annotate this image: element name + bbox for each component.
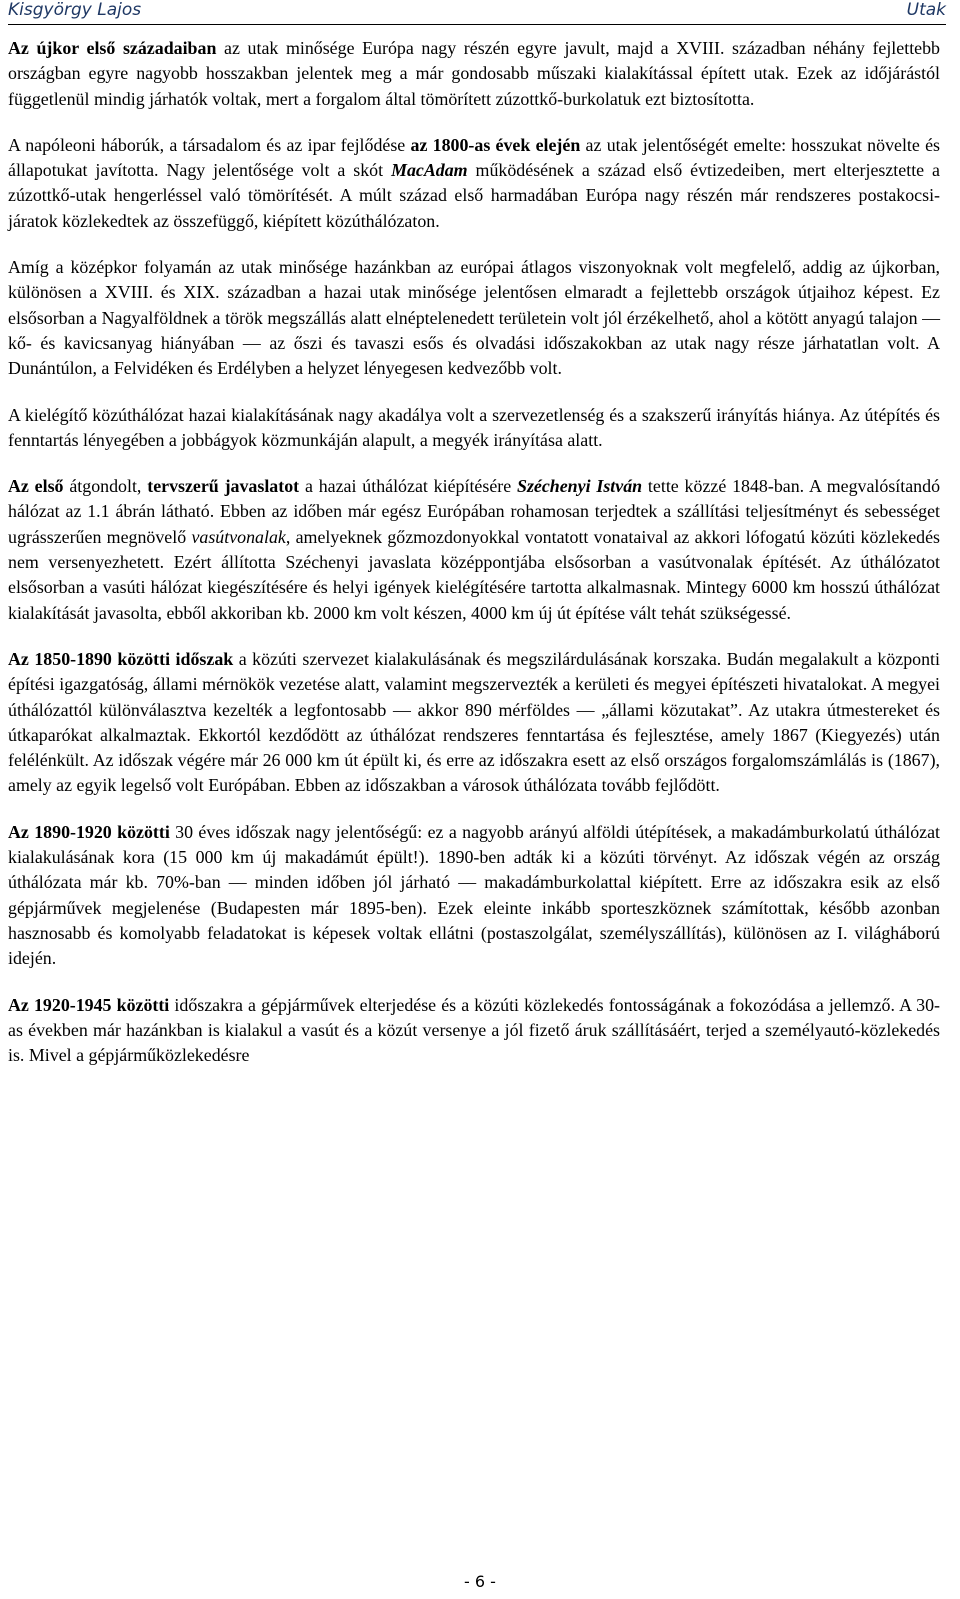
header-title: Utak: [906, 0, 946, 20]
text-run: A napóleoni háborúk, a társadalom és az ipar fejlődése: [8, 134, 411, 155]
paragraph-6: [8, 647, 940, 799]
paragraph-3: [8, 255, 940, 381]
text-run: Az újkor első századaiban: [8, 38, 217, 58]
paragraph-7: [8, 820, 940, 972]
text-run: tette közzé 1848-ban. A megvalósítandó hálózat az 1.1 ábrán látható. Ebben az időben már egész Európában rohamosan terjedtek a szállítási teljesítményt és sebességet ugrásszerűen megnövelő: [8, 476, 941, 547]
text-run: Az első: [8, 476, 64, 497]
text-run: működésének a század első évtizedeiben, mert elterjesztette a zúzottkő-utak hengerléssel való tömörítését. A múlt század első harmadában Európa nagy részén már rendszeres postakocsi-járatok közlekedtek az összefüggő, kiépített közúthálózaton.: [8, 160, 940, 231]
header-author: Kisgyörgy Lajos: [8, 0, 142, 20]
paragraph-4: [8, 403, 940, 454]
text-run: az 1800-as évek elején: [410, 134, 581, 155]
paragraph-2: [8, 133, 940, 234]
text-run: tervszerű javaslatot: [147, 476, 300, 497]
paragraph-1: [8, 36, 940, 112]
text-run: MacAdam: [391, 160, 468, 181]
text-run: az utak jelentőségét emelte: hosszukat növelte és állapotukat javította. Nagy jelentősége volt a skót: [8, 134, 940, 181]
page-number: - 6 -: [464, 1572, 496, 1591]
text-run: átgondolt,: [63, 476, 148, 497]
text-run: , amelyeknek gőzmozdonyokkal vontatott vonataival az akkori lófogatú közúti közlekedés nem versenyezhetett. Ezért állította Széchenyi javaslata középpontjába elsősorban a vasútvonalak építését. Az úthálózatot elsősorban a vasúti hálózat kiegészítésére és helyi igények kielégítésére tartotta alkalmasnak. Mintegy 6000 km hosszú úthálózat kialakítását javasolta, ebből akkoriban kb. 2000 km volt készen, 4000 km új út építése vált tehát szükségessé.: [8, 526, 940, 623]
text-run: vasútvonalak: [191, 526, 286, 547]
paragraph-5: [8, 474, 940, 626]
text-run: a hazai úthálózat kiépítésére: [299, 476, 517, 497]
document-body: [8, 36, 940, 1089]
text-run: Az 1850-1890 közötti időszak: [8, 648, 234, 669]
text-run: A kielégítő közúthálózat hazai kialakításának nagy akadálya volt a szervezetlenség és a szakszerű irányítás hiánya. Az útépítés és fenntartás lényegében a jobbágyok közmunkáján alapult, a megyék irányítása alatt.: [8, 404, 940, 450]
page-header: [8, 0, 946, 25]
text-run: 30 éves időszak nagy jelentőségű: ez a nagyobb arányú alföldi útépítések, a makadámburkolatú úthálózat kialakulásának kora (15 000 km új makadámút épült!). 1890-ben adták ki a közúti törvényt. Az időszak végén az ország úthálózata már kb. 70%-ban — minden időben jól járható — makadámburkolattal kiépített. Erre az időszakra esik az első gépjárművek megjelenése (Budapesten már 1895-ben). Ezek eleinte inkább sporteszköznek számítottak, később azonban hasznosabb és komolyabb feladatokat is képesek voltak ellátni (postaszolgálat, személyszállítás), különösen az I. világháború idején.: [8, 821, 940, 969]
paragraph-8: [8, 993, 940, 1069]
text-run: Amíg a középkor folyamán az utak minősége hazánkban az európai átlagos viszonyoknak volt megfelelő, addig az újkorban, különösen a XVIII. és XIX. században a hazai utak minősége jelentősen elmaradt a fejlettebb országok útjaihoz képest. Ez elsősorban a Nagyalföldnek a török megszállás alatt elnéptelenedett területein volt jól érzékelhető, ahol a kötött anyagú talajon — kő- és kavicsanyag hiányában — az őszi és tavaszi esős és olvadási időszakokban az utak nagy része járhatatlan volt. A Dunántúlon, a Felvidéken és Erdélyben a helyzet lényegesen kedvezőbb volt.: [8, 257, 940, 379]
text-run: Az 1890-1920 közötti: [8, 821, 170, 842]
text-run: időszakra a gépjárművek elterjedése és a közúti közlekedés fontosságának a fokozódása a jellemző. A 30-as években már hazánkban is kialakul a vasút és a közút versenye a jól fizető áruk szállításáért, terjed a személyautó-közlekedés is. Mivel a gépjárműközlekedésre: [8, 994, 940, 1066]
text-run: az utak minősége Európa nagy részén egyre javult, majd a XVIII. században néhány fejlettebb országban egyre nagyobb hosszakban jelentek meg a már gondosabb műszaki kialakítással épített utak. Ezek az időjárástól függetlenül mindig járhatók voltak, mert a forgalom által tömörített zúzottkő-burkolatuk ezt biztosította.: [8, 38, 940, 109]
text-run: a közúti szervezet kialakulásának és megszilárdulásának korszaka. Budán megalakult a központi építési igazgatóság, állami mérnökök vezetése alatt, valamint megszervezték a kerületi és megyei építészeti hivatalokat. A megyei úthálózattól különválasztva kezelték a legfontosabb — akkor 890 mérföldes — „állami közutakat”. Az utakra útmestereket és útkaparókat alkalmaztak. Ekkortól kezdődött az úthálózat rendszeres fenntartása és fejlesztése, amely 1867 (Kiegyezés) után felélénkült. Az időszak végére már 26 000 km út épült ki, és erre az időszakra esett az első országos forgalomszámlálás is (1867), amely az egyik legelső volt Európában. Ebben az időszakban a városok úthálózata tovább fejlődött.: [8, 648, 940, 796]
text-run: Széchenyi István: [517, 476, 643, 497]
text-run: Az 1920-1945 közötti: [8, 994, 170, 1015]
